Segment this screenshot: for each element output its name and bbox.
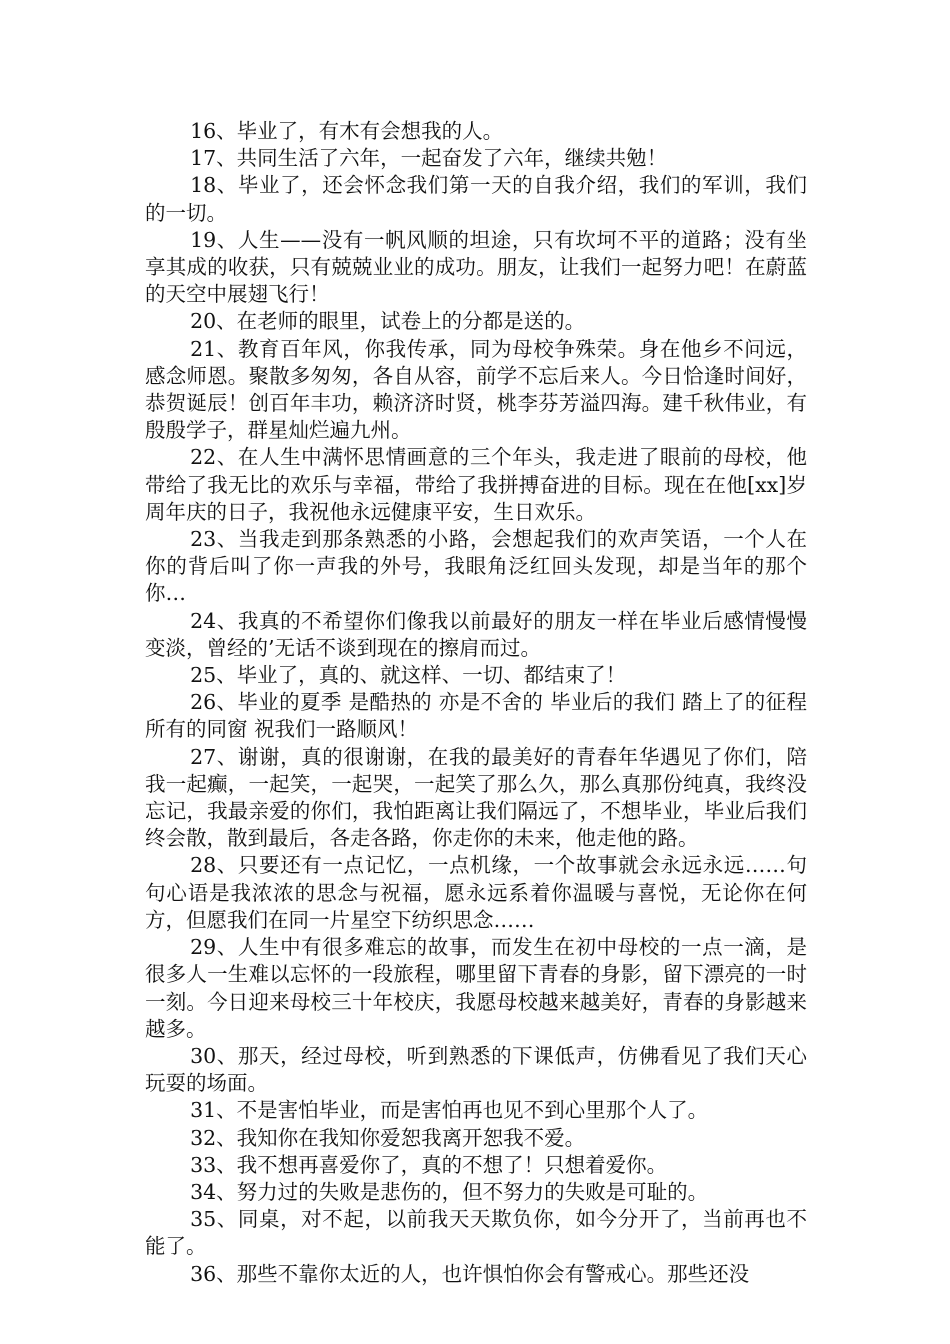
paragraph-21: 21、教育百年风，你我传承，同为母校争殊荣。身在他乡不问远，感念师恩。聚散多匆匆，各自从容，前学不忘后来人。今日恰逢时间好，恭贺诞辰！创百年丰功，赖济济时贤，桃李芬芳溢四海。建千秋伟业，有殷殷学子，群星灿烂遍九州。 [145, 336, 807, 443]
paragraph-31: 31、不是害怕毕业，而是害怕再也见不到心里那个人了。 [190, 1098, 709, 1123]
paragraph-24: 24、我真的不希望你们像我以前最好的朋友一样在毕业后感情慢慢变淡，曾经的’无话不谈到现在的擦肩而过。 [145, 608, 807, 660]
paragraph-22: 22、在人生中满怀思情画意的三个年头，我走进了眼前的母校，他带给了我无比的欢乐与幸福，带给了我拼搏奋进的目标。现在在他[xx]岁周年庆的日子，我祝他永远健康平安，生日欢乐。 [145, 445, 807, 524]
paragraph-28: 28、只要还有一点记忆，一点机缘，一个故事就会永远永远……句句心语是我浓浓的思念与祝福，愿永远系着你温暖与喜悦，无论你在何方，但愿我们在同一片星空下纺织思念…… [145, 853, 807, 932]
paragraph-23: 23、当我走到那条熟悉的小路，会想起我们的欢声笑语，一个人在你的背后叫了你一声我的外号，我眼角泛红回头发现，却是当年的那个你… [145, 527, 807, 606]
paragraph-29: 29、人生中有很多难忘的故事，而发生在初中母校的一点一滴，是很多人一生难以忘怀的一段旅程，哪里留下青春的身影，留下漂亮的一时一刻。今日迎来母校三十年校庆，我愿母校越来越美好，青春的身影越来越多。 [145, 935, 807, 1041]
paragraph-19: 19、人生——没有一帆风顺的坦途，只有坎坷不平的道路；没有坐享其成的收获，只有兢兢业业的成功。朋友，让我们一起努力吧！在蔚蓝的天空中展翅飞行！ [145, 227, 807, 307]
paragraph-18: 18、毕业了，还会怀念我们第一天的自我介绍，我们的军训，我们的一切。 [145, 173, 807, 225]
paragraph-32: 32、我知你在我知你爱恕我离开恕我不爱。 [190, 1125, 586, 1150]
paragraph-20: 20、在老师的眼里，试卷上的分都是送的。 [190, 309, 586, 334]
paragraph-35: 35、同桌，对不起，以前我天天欺负你，如今分开了，当前再也不能了。 [145, 1207, 807, 1259]
paragraph-26: 26、毕业的夏季 是酷热的 亦是不舍的 毕业后的我们 踏上了的征程 所有的同窗 祝我们一路顺风！ [145, 690, 807, 742]
paragraph-34: 34、努力过的失败是悲伤的，但不努力的失败是可耻的。 [190, 1179, 709, 1204]
document-body [145, 118, 807, 1288]
paragraph-33: 33、我不想再喜爱你了，真的不想了！只想着爱你。 [190, 1152, 668, 1177]
paragraph-30: 30、那天，经过母校，听到熟悉的下课低声，仿佛看见了我们天心玩耍的场面。 [145, 1043, 807, 1096]
paragraph-25: 25、毕业了，真的、就这样、一切、都结束了！ [190, 663, 627, 688]
paragraph-17: 17、共同生活了六年，一起奋发了六年，继续共勉！ [190, 146, 668, 171]
paragraph-27: 27、谢谢，真的很谢谢，在我的最美好的青春年华遇见了你们，陪我一起癫，一起笑，一起哭，一起笑了那么久，那么真那份纯真，我终没忘记，我最亲爱的你们，我怕距离让我们隔远了，不想毕业，毕业后我们终会散，散到最后，各走各路，你走你的未来，他走他的路。 [145, 744, 807, 851]
paragraph-36: 36、那些不靠你太近的人，也许惧怕你会有警戒心。那些还没 [190, 1261, 750, 1286]
paragraph-16: 16、毕业了，有木有会想我的人。 [190, 119, 504, 143]
